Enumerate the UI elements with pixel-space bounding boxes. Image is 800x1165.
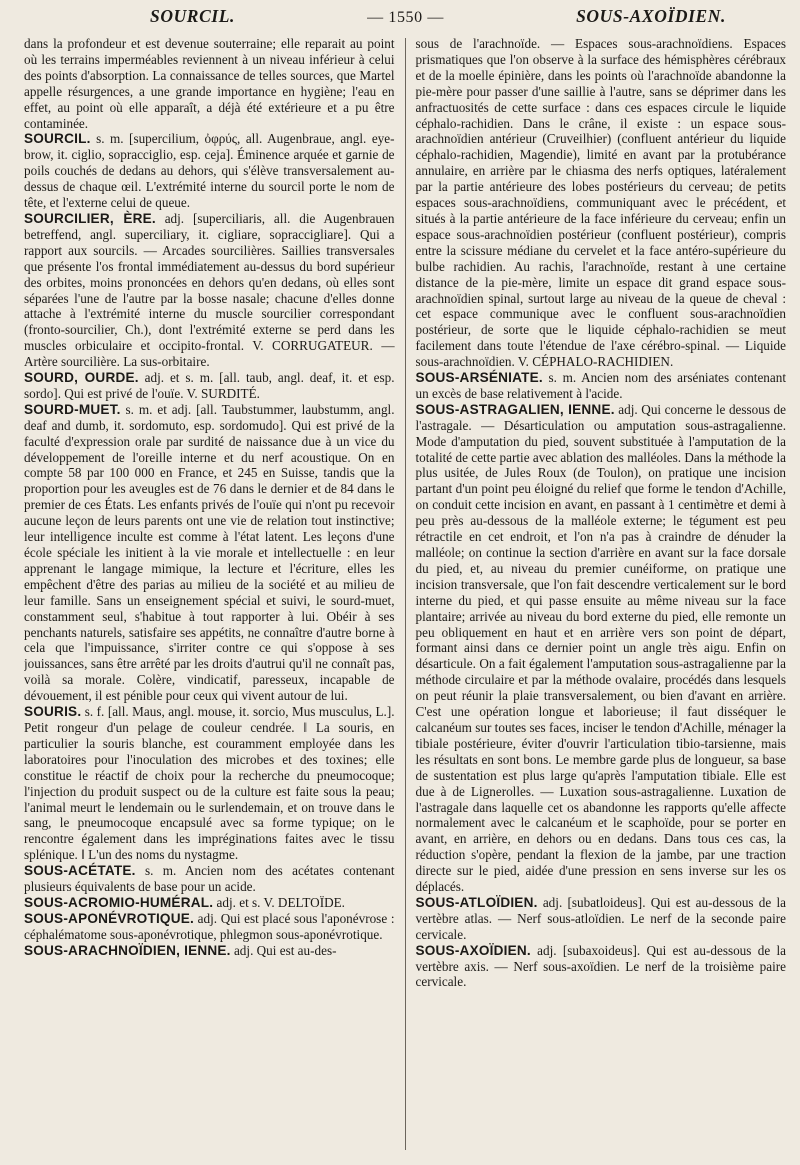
entry-definition: sous de l'arachnoïde. — Espaces sous-arachnoïdiens. Espaces prismatiques que l'on observe à la surface des hémisphères cérébraux et de la moelle épinière, dans les points où l'arachnoïde abandonne la pie-mère pour passer d'une saillie à l'autre, sans se déprimer dans les anfractuosités de cette surface : dans ces espaces circule le liquide céphalo-rachidien. Dans le crâne, il existe : un espace sous-arachnoïdien antérieur (Cruveilhier) (confluent antérieur du liquide céphalo-rachidien, Magendie), limité en avant par la protubérance annulaire, en arrière par le chiasma des nerfs optiques, latéralement par la partie antérieure des lobes postérieurs du cerveau; de petits espaces sous-arachnoïdiens, communiquant avec le précédent, et situés à la partie antérieure de la face inférieure du cerveau; enfin un espace sous-arachnoïdien postérieur (confluent postérieur), compris entre la scissure médiane du cervelet et la face antéro-supérieure du bulbe rachidien. Au rachis, l'arachnoïde, restant à une certaine distance de la pie-mère, limite un espace dit grand espace sous-arachnoïdien spinal, surtout large au niveau de la queue de cheval : cet espace communique avec le confluent sous-arachnoïdien postérieur, de sorte que le liquide céphalo-rachidien se meut facilement dans toute l'étendue de l'axe cérébro-spinal. — Liquide sous-arachnoïdien. V. CÉPHALO-RACHIDIEN. (415, 36, 787, 370)
entry-definition: s. f. [all. Maus, angl. mouse, it. sorcio, Mus musculus, L.]. Petit rongeur d'un pelage de couleur cendrée. ‖ La souris, en particulier la souris blanche, est couramment employée dans les laboratoires pour l'inoculation des microbes et des toxines; elle constitue le réactif de choix pour la recherche du pneumocoque; l'injection du produit suspect ou de la culture est faite sous la peau; l'animal meurt le lendemain ou le surlendemain, et on trouve dans le sang, le pneumocoque encapsulé avec sa forme typique; on le rencontre également dans les impréginations faites avec le tissu splénique. ‖ L'un des noms du nystagme. (24, 704, 395, 863)
entry-headword: SOUS-ACÉTATE. (24, 863, 136, 879)
dictionary-entry (24, 911, 395, 943)
entry-definition: adj. [subatloideus]. Qui est au-dessous de la vertèbre atlas. — Nerf sous-atloïdien. Le nerf de la seconde paire cervicale. (415, 894, 787, 942)
dictionary-entry (24, 402, 395, 704)
entry-definition: adj. [superciliaris, all. die Augenbrauen betreffend, angl. superciliary, it. cigliare, sopraccigliare]. Qui a rapport aux sourcils. — Arcades sourcilières. Saillies transversales que présente l'os frontal immédiatement au-dessus du bord supérieur des orbites, moins prononcées en dehors qu'en dedans, où elles sont séparées l'une de l'autre par la bosse nasale; chacune d'elles donne attache à l'extrémité interne du muscle sourcilier correspondant (fronto-sourcilier, Ch.), dont l'extrémité externe se perd dans les muscles orbiculaire et occipito-frontal. V. CORRUGATEUR. — Artère sourcilière. La sus-orbitaire. (24, 210, 395, 370)
header-right-guideword: SOUS-AXOÏDIEN. (576, 6, 726, 26)
entry-headword: SOURD, OURDE. (24, 370, 139, 386)
entry-headword: SOUS-AXOÏDIEN. (415, 942, 531, 958)
header-left-guideword: SOURCIL. (150, 6, 236, 26)
dictionary-entry (24, 895, 395, 911)
entry-definition: adj. [subaxoideus]. Qui est au-dessous de la vertèbre axis. — Nerf sous-axoïdien. Le nerf de la troisième paire cervicale. (415, 942, 787, 990)
entry-headword: SOUS-ACROMIO-HUMÉRAL. (24, 894, 214, 910)
entry-definition: s. m. Ancien nom des arséniates contenant un excès de base relativement à l'acide. (415, 370, 787, 401)
entry-headword: SOUS-ASTRAGALIEN, IENNE. (415, 401, 615, 417)
dictionary-entry (24, 211, 395, 370)
dictionary-entry (416, 370, 787, 402)
two-column-body (24, 36, 786, 1154)
page-number: — 1550 — (367, 9, 444, 26)
entry-definition: s. m. Ancien nom des acétates contenant plusieurs équivalents de base pour un acide. (24, 863, 395, 895)
dictionary-entry (416, 943, 787, 991)
dictionary-entry (24, 863, 395, 895)
entry-definition: adj. et s. m. [all. taub, angl. deaf, it. et esp. sordo]. Qui est privé de l'ouïe. V. SURDITÉ. (24, 370, 395, 401)
dictionary-entry (416, 895, 787, 943)
running-header (24, 6, 786, 36)
entry-definition: dans la profondeur et est devenue souterraine; elle reparait au point où les terrains imperméables reviennent à un niveau inférieur à celui des points d'absorption. La connaissance de telles sources, que Martel appelle résurgences, a une grande importance en hygiène; l'eau en effet, au point où elle apparaît, a déjà été extérieure et a pu être contaminée. (24, 36, 395, 131)
dictionary-entry (416, 36, 787, 370)
entry-definition: s. m. [supercilium, ὀφρύς, all. Augenbraue, angl. eye-brow, it. ciglio, sopracciglio, esp. ceja]. Éminence arquée et garnie de poils couchés de dedans au dehors, qui s'élève transversalement au-dessus de chaque œil. L'extrémité interne du sourcil porte le nom de tête, et l'externe celui de queue. (24, 131, 395, 211)
entry-headword: SOURCILIER, ÈRE. (24, 210, 156, 226)
right-column (406, 36, 787, 1154)
dictionary-entry (24, 370, 395, 402)
entry-definition: adj. Qui est placé sous l'aponévrose : céphalématome sous-aponévrotique, phlegmon sous-aponévrotique. (24, 910, 395, 942)
entry-headword: SOUS-ARACHNOÏDIEN, IENNE. (24, 942, 231, 958)
entry-headword: SOUS-ARSÉNIATE. (415, 370, 543, 386)
left-column (24, 36, 405, 1154)
entry-headword: SOUS-APONÉVROTIQUE. (24, 910, 194, 926)
entry-headword: SOUS-ATLOÏDIEN. (415, 894, 538, 910)
entry-headword: SOURD-MUET. (24, 401, 121, 417)
entry-headword: SOURIS. (24, 704, 82, 720)
entry-headword: SOURCIL. (24, 131, 91, 147)
entry-definition: adj. Qui est au-des- (230, 942, 337, 958)
entry-definition: adj. Qui concerne le dessous de l'astragale. — Désarticulation ou amputation sous-astragalienne. Mode d'amputation du pied, souvent substituée à l'amputation de la totalité de cette partie avec ablation des malléoles. Dans la méthode la plus usitée, de Jules Roux (de Toulon), on pratique une incision partant d'un point peu éloigné du relief que forme le tendon d'Achille, on conduit cette incision en avant, en passant à 1 centimètre et demi à peu près au-dessous de la malléole externe; le tégument est peu rétractile en cet endroit, et l'on n'a pas à craindre de dénuder la malléole; on continue la section d'arrière en avant sur la face dorsale du pied, et, au niveau du premier cunéiforme, on pratique une incision transversale, que l'on fait descendre verticalement sur le bord interne du pied, et qui passe ensuite au même niveau sur la face plantaire; arrivée au niveau du bord externe du pied, elle remonte un peu obliquement en haut et en arrière vers son point de départ, formant ainsi dans ce dernier point un angle très aigu. Enfin on désarticule. On a fait également l'amputation sous-astragalienne par la méthode circulaire et par la méthode ovalaire, procédés dans lesquels on peut réunir la plaie transversalement, ou bien d'avant en arrière. C'est une opération longue et laborieuse; il faut disséquer le calcanéum sur toutes ses faces, inciser le tendon d'Achille, ménager la tibiale postérieure, éviter d'ouvrir l'articulation tibio-tarsienne, mais les résultats en sont bons. Le membre garde plus de longueur, sa base de sustentation est plus large qu'après l'amputation tibiale. Elle est due à de Lignerolles. — Luxation sous-astragalienne. Luxation de l'astragale dans laquelle cet os abandonne les rapports qu'elle affecte normalement avec le calcanéum et le scaphoïde, pour se porter en avant, en arrière, en dehors ou en dedans. Dans tous ces cas, la réduction s'opère, pendant la flexion de la jambe, par une traction directe sur le pied, aidée d'une pression en sens inverse sur les os déplacés. (415, 401, 787, 895)
dictionary-entry (24, 704, 395, 863)
dictionary-entry (24, 131, 395, 211)
entry-definition: s. m. et adj. [all. Taubstummer, laubstumm, angl. deaf and dumb, it. sordomuto, esp. sordomudo]. Qui est privé de la faculté d'expression orale par surdité de naissance due à un vice du développement de l'oreille interne et du nerf acoustique. On en compte 58 par 100 000 en France, et 245 en Suisse, tandis que la proportion pour les aveugles est de 76 dans le dernier et de 84 dans le premier de ces États. Les enfants privés de l'ouïe qui n'ont pu recevoir aucune leçon de leurs parents ont une vie de relation tout instinctive; leur intelligence inculte est comme à l'état latent. Les leçons d'une école spéciale les initient à la vie morale et intellectuelle : en leur apprenant le langage mimique, la lecture et l'écriture, elles les empêchent d'être des parias au milieu de la société et au milieu de leur famille. Sans un enseignement spécial et suivi, le sourd-muet, constamment seul, s'habitue à tout rapporter à lui. Obéir à ses penchants naturels, satisfaire ses appétits, ne connaître d'autre borne à cela que l'impuissance, s'irriter contre ce qui s'oppose à ses jouissances, sans être arrêté par les droits d'autrui qu'il ne connaît pas, voilà sa morale. Colère, vindicatif, paresseux, incapable de dévouement, il est pénible pour ceux qui vivent autour de lui. (24, 401, 395, 704)
dictionary-entry (24, 36, 395, 131)
entry-definition: adj. et s. V. DELTOÏDE. (213, 894, 345, 910)
dictionary-entry (24, 943, 395, 959)
dictionary-entry (416, 402, 787, 895)
